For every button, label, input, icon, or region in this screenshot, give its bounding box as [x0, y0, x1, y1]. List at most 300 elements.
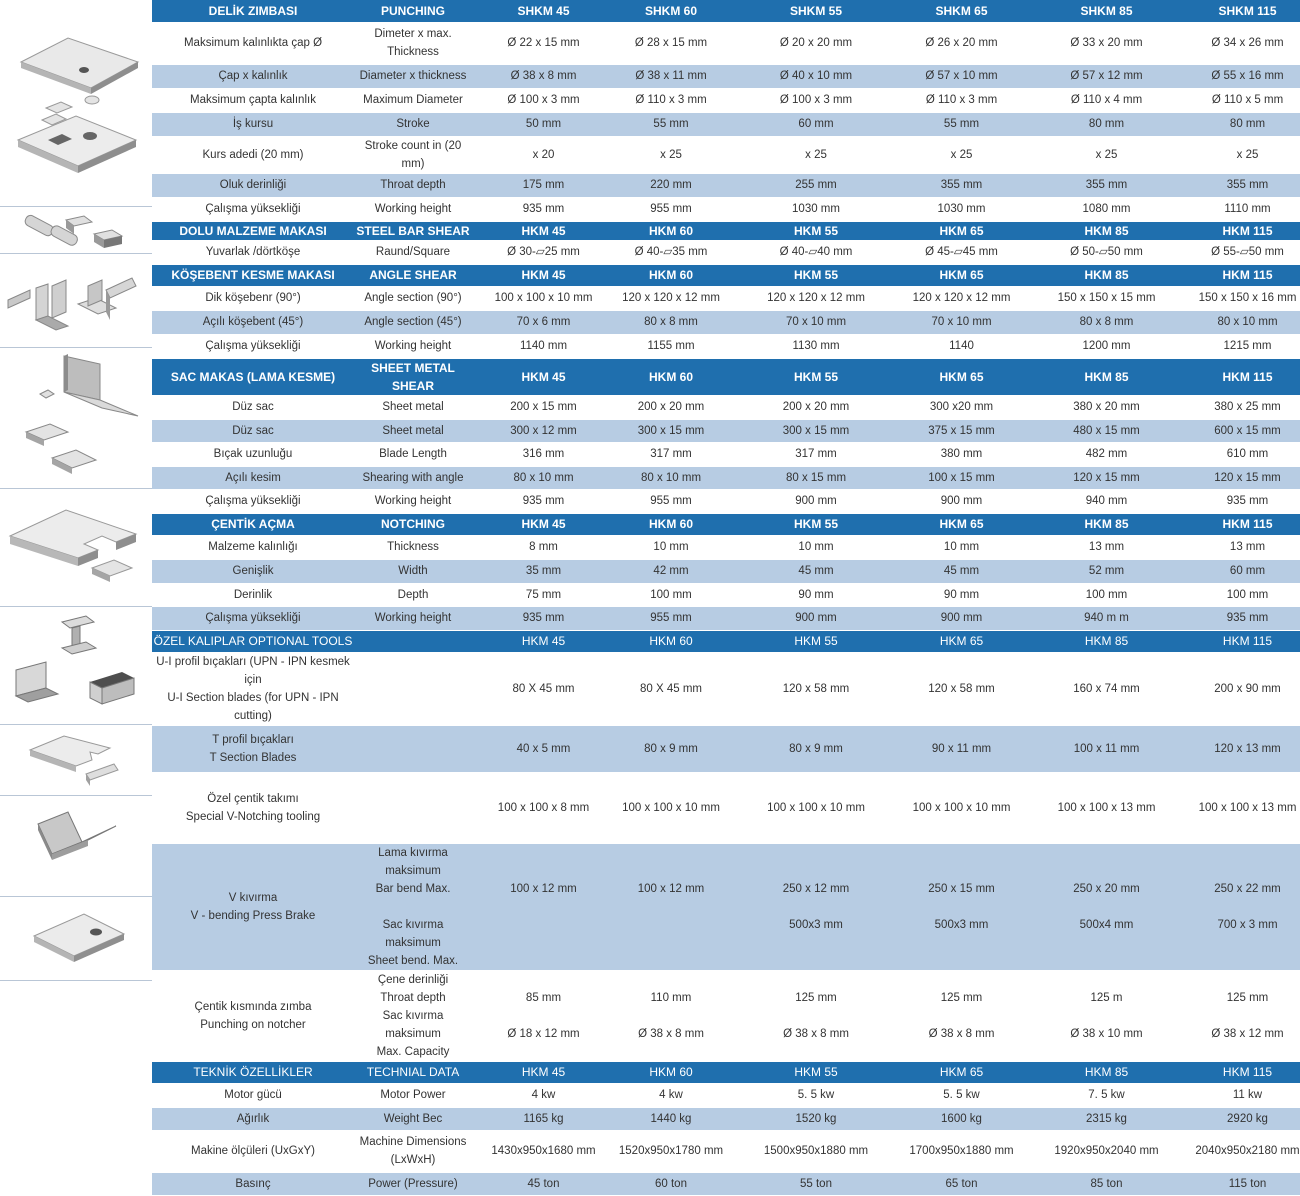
spec-value — [1195, 1130, 1300, 1172]
cell-line: 75 mm — [525, 588, 562, 601]
cell-line: 1215 mm — [1223, 340, 1272, 352]
section-header-steel-bar-shear — [152, 221, 1300, 240]
cell-line: 300 x20 mm — [929, 401, 994, 413]
cell-line: Ø 100 x 3 mm — [779, 94, 853, 106]
cell-line: Ø 55-▱50 mm — [1211, 246, 1284, 258]
spec-value — [727, 466, 905, 489]
v-bend-icon — [6, 806, 146, 886]
cell-line: Motor Power — [380, 1089, 446, 1101]
cell-line: 935 mm — [522, 203, 565, 215]
cell-line: 935 mm — [522, 612, 565, 624]
spec-row — [152, 1107, 1300, 1130]
spec-value — [615, 442, 727, 466]
spec-label-en — [354, 843, 472, 970]
cell-line: Special V-Notching tooling — [185, 810, 321, 823]
cell-line: 100 x 100 x 13 mm — [1198, 801, 1297, 814]
cell-line: 85 ton — [1090, 1177, 1123, 1190]
cell-line: 125 mm — [1226, 991, 1269, 1004]
cell-line: 955 mm — [650, 203, 692, 215]
spec-row — [152, 725, 1300, 772]
spec-value — [615, 240, 727, 264]
spec-label-tr — [152, 1107, 354, 1130]
spec-value — [727, 88, 905, 112]
model-header: HKM 55 — [727, 221, 905, 240]
spec-value — [472, 843, 615, 970]
cell-line: 70 x 10 mm — [785, 316, 847, 328]
cell-line: 900 mm — [795, 612, 837, 624]
spec-value — [905, 88, 1018, 112]
cell-line: 1500x950x1880 mm — [763, 1145, 869, 1157]
cell-line: Sac kıvırma maksimum — [382, 918, 444, 949]
cell-line: Maksimum kalınlıkta çap Ø — [183, 37, 323, 49]
spec-row — [152, 652, 1300, 725]
spec-label-en — [354, 652, 472, 725]
spec-value — [905, 652, 1018, 725]
cell-line: Lama kıvırma — [378, 846, 448, 859]
cell-line: (LxWxH) — [390, 1154, 436, 1166]
spec-label-tr — [152, 173, 354, 197]
spec-row — [152, 1130, 1300, 1172]
cell-line: Ø 45-▱45 mm — [925, 246, 998, 258]
cell-line: 220 mm — [650, 179, 692, 191]
cell-line: 316 mm — [522, 448, 565, 460]
section-header-notching — [152, 513, 1300, 535]
cell-line: 120 x 58 mm — [928, 682, 995, 695]
cell-line: 100 x 100 x 8 mm — [497, 801, 590, 814]
cell-line: 1165 kg — [523, 1112, 564, 1125]
spec-label-tr — [152, 489, 354, 513]
cell-line: 900 mm — [795, 495, 837, 507]
spec-value — [905, 772, 1018, 843]
cell-line: Ø 18 x 12 mm — [507, 1027, 580, 1040]
spec-row — [152, 442, 1300, 466]
spec-value — [1195, 466, 1300, 489]
cell-line: Ø 34 x 26 mm — [1211, 37, 1284, 49]
spec-row — [152, 286, 1300, 310]
icon-separator — [0, 253, 152, 254]
spec-label-tr — [152, 1130, 354, 1172]
spec-row — [152, 88, 1300, 112]
cell-line: Sheet metal — [382, 424, 444, 437]
cell-line: 355 mm — [1226, 179, 1269, 191]
spec-value — [727, 772, 905, 843]
cell-line: Thickness — [387, 541, 439, 553]
cell-line: 935 mm — [1226, 495, 1269, 507]
cell-line — [472, 898, 615, 916]
cell-line: 80 mm — [1229, 118, 1266, 130]
spec-value — [615, 489, 727, 513]
cell-line: 45 ton — [527, 1177, 560, 1190]
cell-line: Ø 30-▱25 mm — [507, 246, 580, 258]
spec-value — [1195, 88, 1300, 112]
spec-value — [472, 1083, 615, 1107]
cell-line: 13 mm — [1088, 541, 1125, 553]
cell-line — [1018, 1007, 1195, 1025]
cell-line: 1110 mm — [1224, 203, 1271, 215]
cell-line: 1080 mm — [1082, 203, 1131, 215]
notched-plate-icon — [6, 496, 146, 596]
model-header: SHKM 115 — [1195, 0, 1300, 22]
cell-line: 317 mm — [795, 448, 837, 460]
model-header: HKM 115 — [1195, 630, 1300, 652]
model-header: HKM 45 — [472, 513, 615, 535]
spec-label-tr — [152, 535, 354, 559]
section-title-tr: DOLU MALZEME MAKASI — [152, 221, 354, 240]
spec-value — [727, 310, 905, 334]
spec-value — [472, 197, 615, 221]
spec-label-en — [354, 489, 472, 513]
cell-line: 150 x 150 x 15 mm — [1057, 292, 1156, 304]
spec-value — [472, 583, 615, 606]
spec-label-en — [354, 1107, 472, 1130]
spec-label-tr — [152, 240, 354, 264]
cell-line: x 25 — [950, 148, 973, 161]
spec-value — [1018, 606, 1195, 630]
spec-value — [1018, 419, 1195, 442]
spec-label-en — [354, 334, 472, 358]
cell-line: 70 x 6 mm — [516, 316, 571, 328]
spec-value — [727, 489, 905, 513]
cell-line: 80 x 10 mm — [640, 471, 702, 484]
spec-value — [727, 197, 905, 221]
spec-row — [152, 395, 1300, 419]
model-header: HKM 85 — [1018, 221, 1195, 240]
cell-line: 60 mm — [798, 118, 834, 130]
spec-value — [905, 64, 1018, 88]
cell-line: 935 mm — [522, 495, 565, 507]
cell-line: Shearing with angle — [362, 471, 464, 484]
spec-label-en — [354, 88, 472, 112]
spec-label-en — [354, 1083, 472, 1107]
cell-line: 200 x 20 mm — [637, 401, 705, 413]
model-header: HKM 60 — [615, 513, 727, 535]
spec-label-en — [354, 466, 472, 489]
cell-line: 80 x 10 mm — [513, 471, 574, 484]
spec-value — [1195, 772, 1300, 843]
spec-label-en — [354, 22, 472, 64]
spec-value — [615, 419, 727, 442]
spec-row — [152, 843, 1300, 970]
spec-label-tr — [152, 197, 354, 221]
spec-value — [727, 22, 905, 64]
cell-line: Özel çentik takımı — [207, 792, 299, 805]
spec-label-en — [354, 112, 472, 136]
cell-line: 500x3 mm — [934, 918, 989, 931]
cell-line: 100 mm — [1226, 588, 1269, 601]
spec-value — [905, 535, 1018, 559]
spec-value — [1018, 466, 1195, 489]
cell-line: Width — [398, 565, 428, 577]
spec-value — [472, 466, 615, 489]
cell-line: 100 x 12 mm — [510, 882, 577, 895]
cell-line: 355 mm — [1085, 179, 1128, 191]
cell-line: 120 x 58 mm — [782, 682, 850, 695]
section-title-en — [354, 630, 472, 652]
cell-line: 1520 kg — [795, 1112, 837, 1125]
spec-value — [1018, 88, 1195, 112]
model-header: HKM 60 — [615, 358, 727, 395]
cell-line: 80 X 45 mm — [640, 682, 702, 695]
spec-label-tr — [152, 559, 354, 583]
spec-row — [152, 606, 1300, 630]
spec-value — [1195, 310, 1300, 334]
spec-label-en — [354, 240, 472, 264]
section-title-tr: SAC MAKAS (LAMA KESME) — [152, 358, 354, 395]
model-header: HKM 115 — [1195, 221, 1300, 240]
cell-line: 4 kw — [531, 1089, 556, 1101]
cell-line: 90 x 11 mm — [931, 742, 992, 755]
spec-value — [615, 725, 727, 772]
spec-value — [905, 197, 1018, 221]
cell-line: Ø 57 x 12 mm — [1070, 70, 1143, 82]
spec-label-en — [354, 772, 472, 843]
cell-line: 150 x 150 x 16 mm — [1198, 292, 1297, 304]
spec-label-tr — [152, 970, 354, 1061]
cell-line: 110 mm — [650, 991, 692, 1004]
cell-line: Basınç — [235, 1177, 271, 1190]
cell-line: 80 x 15 mm — [785, 471, 847, 484]
model-header: HKM 60 — [615, 630, 727, 652]
spec-value — [1018, 136, 1195, 173]
cell-line: 1030 mm — [937, 203, 986, 215]
spec-value — [1018, 970, 1195, 1061]
cell-line: 380 x 20 mm — [1073, 401, 1140, 413]
cell-line: 65 ton — [945, 1177, 978, 1190]
cell-line: 1520x950x1780 mm — [618, 1145, 724, 1157]
cell-line: 35 mm — [525, 565, 562, 577]
cell-line: 175 mm — [522, 179, 565, 191]
spec-value — [1018, 489, 1195, 513]
model-header: HKM 85 — [1018, 630, 1195, 652]
model-header: HKM 45 — [472, 264, 615, 286]
spec-row — [152, 197, 1300, 221]
cell-line: Working height — [374, 340, 452, 352]
model-header: HKM 45 — [472, 1061, 615, 1083]
cell-line: Ø 55 x 16 mm — [1211, 70, 1284, 82]
spec-label-en — [354, 535, 472, 559]
model-header: SHKM 55 — [727, 0, 905, 22]
model-header: HKM 85 — [1018, 513, 1195, 535]
cell-line: 255 mm — [795, 179, 837, 191]
spec-label-en — [354, 606, 472, 630]
cell-line: 160 x 74 mm — [1073, 682, 1140, 695]
cell-line: Maksimum çapta kalınlık — [190, 94, 316, 106]
spec-value — [727, 725, 905, 772]
model-header: HKM 60 — [615, 1061, 727, 1083]
spec-row — [152, 466, 1300, 489]
spec-row — [152, 1172, 1300, 1195]
cell-line: 2920 kg — [1227, 1112, 1268, 1125]
cell-line: 120 x 15 mm — [1073, 471, 1140, 484]
spec-value — [905, 843, 1018, 970]
model-header: HKM 55 — [727, 513, 905, 535]
cell-line: Dik köşebenr (90°) — [205, 292, 301, 304]
spec-value — [472, 286, 615, 310]
model-header: HKM 45 — [472, 630, 615, 652]
spec-value — [727, 395, 905, 419]
spec-value — [727, 442, 905, 466]
cell-line: Stroke count in (20 mm) — [364, 139, 462, 170]
spec-value — [472, 652, 615, 725]
cell-line: Throat depth — [380, 991, 446, 1004]
cell-line: 42 mm — [653, 565, 689, 577]
cell-line: Çene derinliği — [377, 973, 449, 986]
spec-label-tr — [152, 136, 354, 173]
model-header: HKM 60 — [615, 221, 727, 240]
cell-line: Sac kıvırma maksimum — [382, 1009, 444, 1040]
spec-label-en — [354, 136, 472, 173]
cell-line: Malzeme kalınlığı — [208, 541, 298, 553]
spec-label-tr — [152, 310, 354, 334]
cell-line: Depth — [397, 588, 429, 601]
cell-line: 125 m — [1090, 991, 1123, 1004]
cell-line: 940 m m — [1084, 612, 1129, 624]
cell-line: 100 mm — [650, 588, 692, 601]
cell-line: 500x3 mm — [789, 918, 843, 931]
spec-label-tr — [152, 395, 354, 419]
cell-line: 1130 mm — [792, 340, 840, 352]
model-header: HKM 115 — [1195, 264, 1300, 286]
cell-line: 10 mm — [943, 541, 980, 553]
spec-value — [1195, 559, 1300, 583]
cell-line: 13 mm — [1229, 541, 1266, 553]
spec-value — [472, 1130, 615, 1172]
cell-line: Ø 20 x 20 mm — [779, 37, 853, 49]
spec-label-en — [354, 559, 472, 583]
cell-line: Throat depth — [380, 179, 446, 191]
cell-line: 1200 mm — [1082, 340, 1131, 352]
spec-value — [615, 1083, 727, 1107]
spec-value — [905, 310, 1018, 334]
spec-value — [727, 583, 905, 606]
cell-line: 482 mm — [1085, 448, 1128, 460]
spec-label-tr — [152, 286, 354, 310]
cell-line: Çalışma yüksekliği — [205, 203, 301, 215]
spec-value — [905, 583, 1018, 606]
spec-label-tr — [152, 442, 354, 466]
cell-line: T Section Blades — [209, 751, 297, 764]
icon-separator — [0, 488, 152, 489]
spec-value — [727, 843, 905, 970]
spec-value — [472, 334, 615, 358]
cell-line — [727, 898, 905, 916]
model-header: HKM 65 — [905, 358, 1018, 395]
cell-line: 250 x 20 mm — [1073, 882, 1140, 895]
spec-label-tr — [152, 466, 354, 489]
cell-line: 80 x 8 mm — [644, 316, 698, 328]
cell-line: Ø 38 x 8 mm — [510, 70, 577, 82]
cell-line: 100 x 15 mm — [928, 471, 995, 484]
cell-line: Dimeter x max. — [374, 28, 452, 40]
spec-value — [727, 1107, 905, 1130]
cell-line: Ø 110 x 5 mm — [1211, 94, 1284, 106]
spec-label-tr — [152, 1083, 354, 1107]
spec-row — [152, 112, 1300, 136]
icon-separator — [0, 606, 152, 607]
spec-value — [472, 395, 615, 419]
spec-row — [152, 1083, 1300, 1107]
spec-value — [1018, 772, 1195, 843]
spec-value — [727, 64, 905, 88]
cell-line: 7. 5 kw — [1088, 1089, 1125, 1101]
cell-line: 120 x 15 mm — [1214, 471, 1281, 484]
cell-line: x 25 — [1236, 148, 1259, 161]
spec-value — [727, 652, 905, 725]
spec-value — [1195, 334, 1300, 358]
sheet-metal-icon — [6, 352, 146, 482]
spec-value — [905, 173, 1018, 197]
spec-value — [1018, 1172, 1195, 1195]
spec-value — [1018, 395, 1195, 419]
cell-line: Genişlik — [232, 565, 274, 577]
spec-value — [615, 606, 727, 630]
cell-line: 250 x 12 mm — [782, 882, 850, 895]
cell-line: 1155 mm — [647, 340, 695, 352]
cell-line: 100 x 100 x 10 mm — [767, 801, 865, 814]
spec-value — [472, 1172, 615, 1195]
spec-value — [905, 970, 1018, 1061]
section-header-technical-data — [152, 1061, 1300, 1083]
cell-line: Çalışma yüksekliği — [205, 340, 301, 352]
spec-value — [1195, 173, 1300, 197]
cell-line: Çap x kalınlık — [218, 70, 288, 82]
cell-line: 80 x 10 mm — [1217, 316, 1278, 328]
spec-label-tr — [152, 606, 354, 630]
spec-value — [472, 240, 615, 264]
cell-line: 1440 kg — [650, 1112, 692, 1125]
spec-value — [615, 559, 727, 583]
cell-line: 500x4 mm — [1079, 918, 1134, 931]
model-header: SHKM 65 — [905, 0, 1018, 22]
cell-line: 300 x 15 mm — [637, 424, 705, 437]
cell-line: 940 mm — [1085, 495, 1128, 507]
cell-line: 1430x950x1680 mm — [491, 1145, 596, 1157]
cell-line: 55 ton — [800, 1177, 832, 1190]
cell-line: 8 mm — [529, 541, 558, 553]
cell-line: 120 x 120 x 12 mm — [767, 292, 865, 304]
icon-separator — [0, 724, 152, 725]
cell-line: 250 x 15 mm — [928, 882, 995, 895]
cell-line — [472, 1007, 615, 1025]
angle-profile-icon — [6, 258, 146, 342]
spec-value — [1195, 535, 1300, 559]
spec-value — [727, 286, 905, 310]
spec-value — [1195, 419, 1300, 442]
cell-line: Ø 50-▱50 mm — [1070, 246, 1143, 258]
spec-value — [472, 64, 615, 88]
model-header: HKM 65 — [905, 630, 1018, 652]
spec-value — [615, 136, 727, 173]
spec-value — [905, 442, 1018, 466]
cell-line: 100 x 100 x 10 mm — [912, 801, 1011, 814]
spec-value — [615, 535, 727, 559]
spec-value — [1195, 970, 1300, 1061]
spec-label-en — [354, 1172, 472, 1195]
cell-line: Ø 22 x 15 mm — [507, 37, 580, 49]
spec-value — [905, 1107, 1018, 1130]
spec-value — [1018, 310, 1195, 334]
spec-value — [615, 197, 727, 221]
cell-line: x 20 — [532, 148, 555, 161]
spec-value — [727, 240, 905, 264]
spec-value — [1018, 240, 1195, 264]
cell-line: 355 mm — [940, 179, 983, 191]
cell-line: U-I profil bıçakları (UPN - IPN kesmek için — [156, 655, 350, 686]
cell-line — [1195, 898, 1300, 916]
spec-value — [905, 240, 1018, 264]
cell-line: Working height — [374, 203, 452, 215]
spec-label-tr — [152, 419, 354, 442]
